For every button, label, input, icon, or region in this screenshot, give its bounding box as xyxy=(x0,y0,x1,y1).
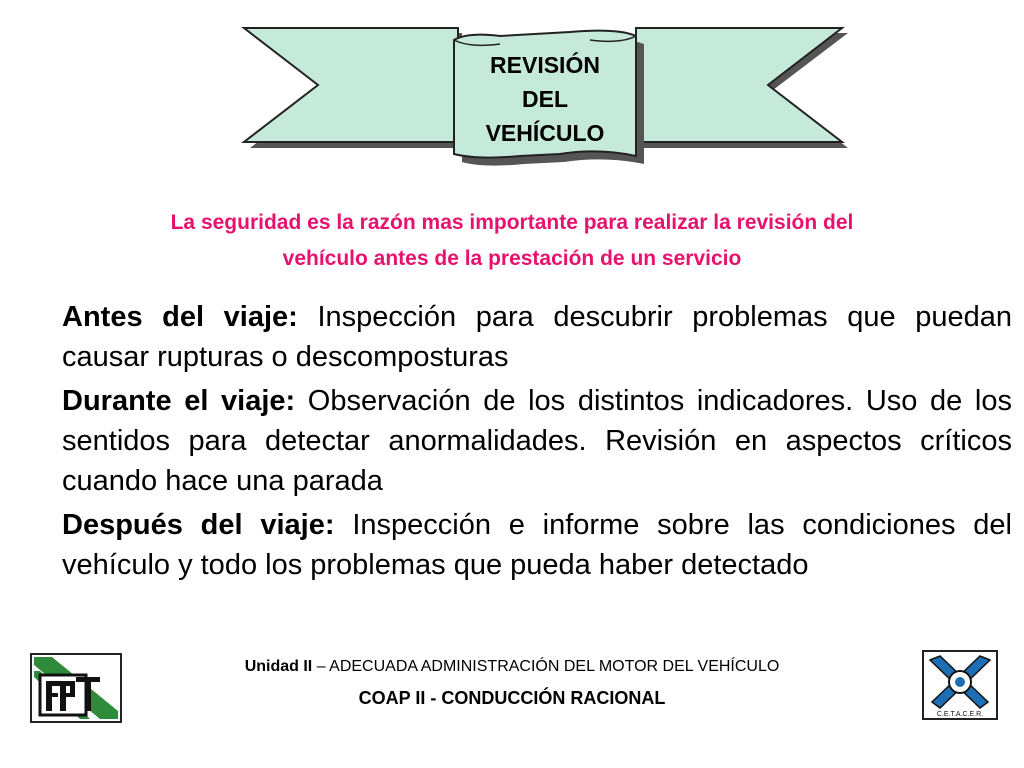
banner-title-line: DEL xyxy=(522,86,568,112)
body-content xyxy=(62,297,1012,589)
subtitle xyxy=(50,205,974,277)
banner-title-line: VEHÍCULO xyxy=(485,120,605,146)
paragraph-lead: Después del viaje: xyxy=(62,509,335,541)
ribbon-left-tail xyxy=(244,28,458,142)
paragraph-lead: Antes del viaje: xyxy=(62,301,298,333)
paragraph-text: Inspección para descubrir problemas que puedan causar rupturas o descomposturas xyxy=(62,301,1012,373)
footer-unit-text: – ADECUADA ADMINISTRACIÓN DEL MOTOR DEL VEHÍCULO xyxy=(312,658,780,675)
paragraph-text: Inspección e informe sobre las condiciones del vehículo y todo los problemas que pueda haber detectado xyxy=(62,509,1012,581)
banner-title-line: REVISIÓN xyxy=(490,52,600,78)
subtitle-line: La seguridad es la razón mas importante para realizar la revisión del xyxy=(170,211,854,234)
ribbon-right-tail xyxy=(636,28,842,142)
paragraph-before-trip xyxy=(62,297,1012,377)
paragraph-after-trip xyxy=(62,505,1012,585)
footer-course: COAP II - CONDUCCIÓN RACIONAL xyxy=(358,688,666,708)
fpt-logo xyxy=(30,653,122,723)
banner-title xyxy=(455,48,635,150)
paragraph-text: Observación de los distintos indicadores. Uso de los sentidos para detectar anormalidades. Revisión en aspectos críticos cuando hace una parada xyxy=(62,385,1012,497)
footer-unit-label: Unidad II xyxy=(244,658,313,675)
footer-unit xyxy=(150,655,874,679)
paragraph-lead: Durante el viaje: xyxy=(62,385,296,417)
cetacer-logo xyxy=(922,650,998,720)
paragraph-during-trip xyxy=(62,381,1012,501)
subtitle-line: vehículo antes de la prestación de un servicio xyxy=(282,247,742,270)
cetacer-logo-text: C.E.T.A.C.E.R. xyxy=(936,711,984,718)
